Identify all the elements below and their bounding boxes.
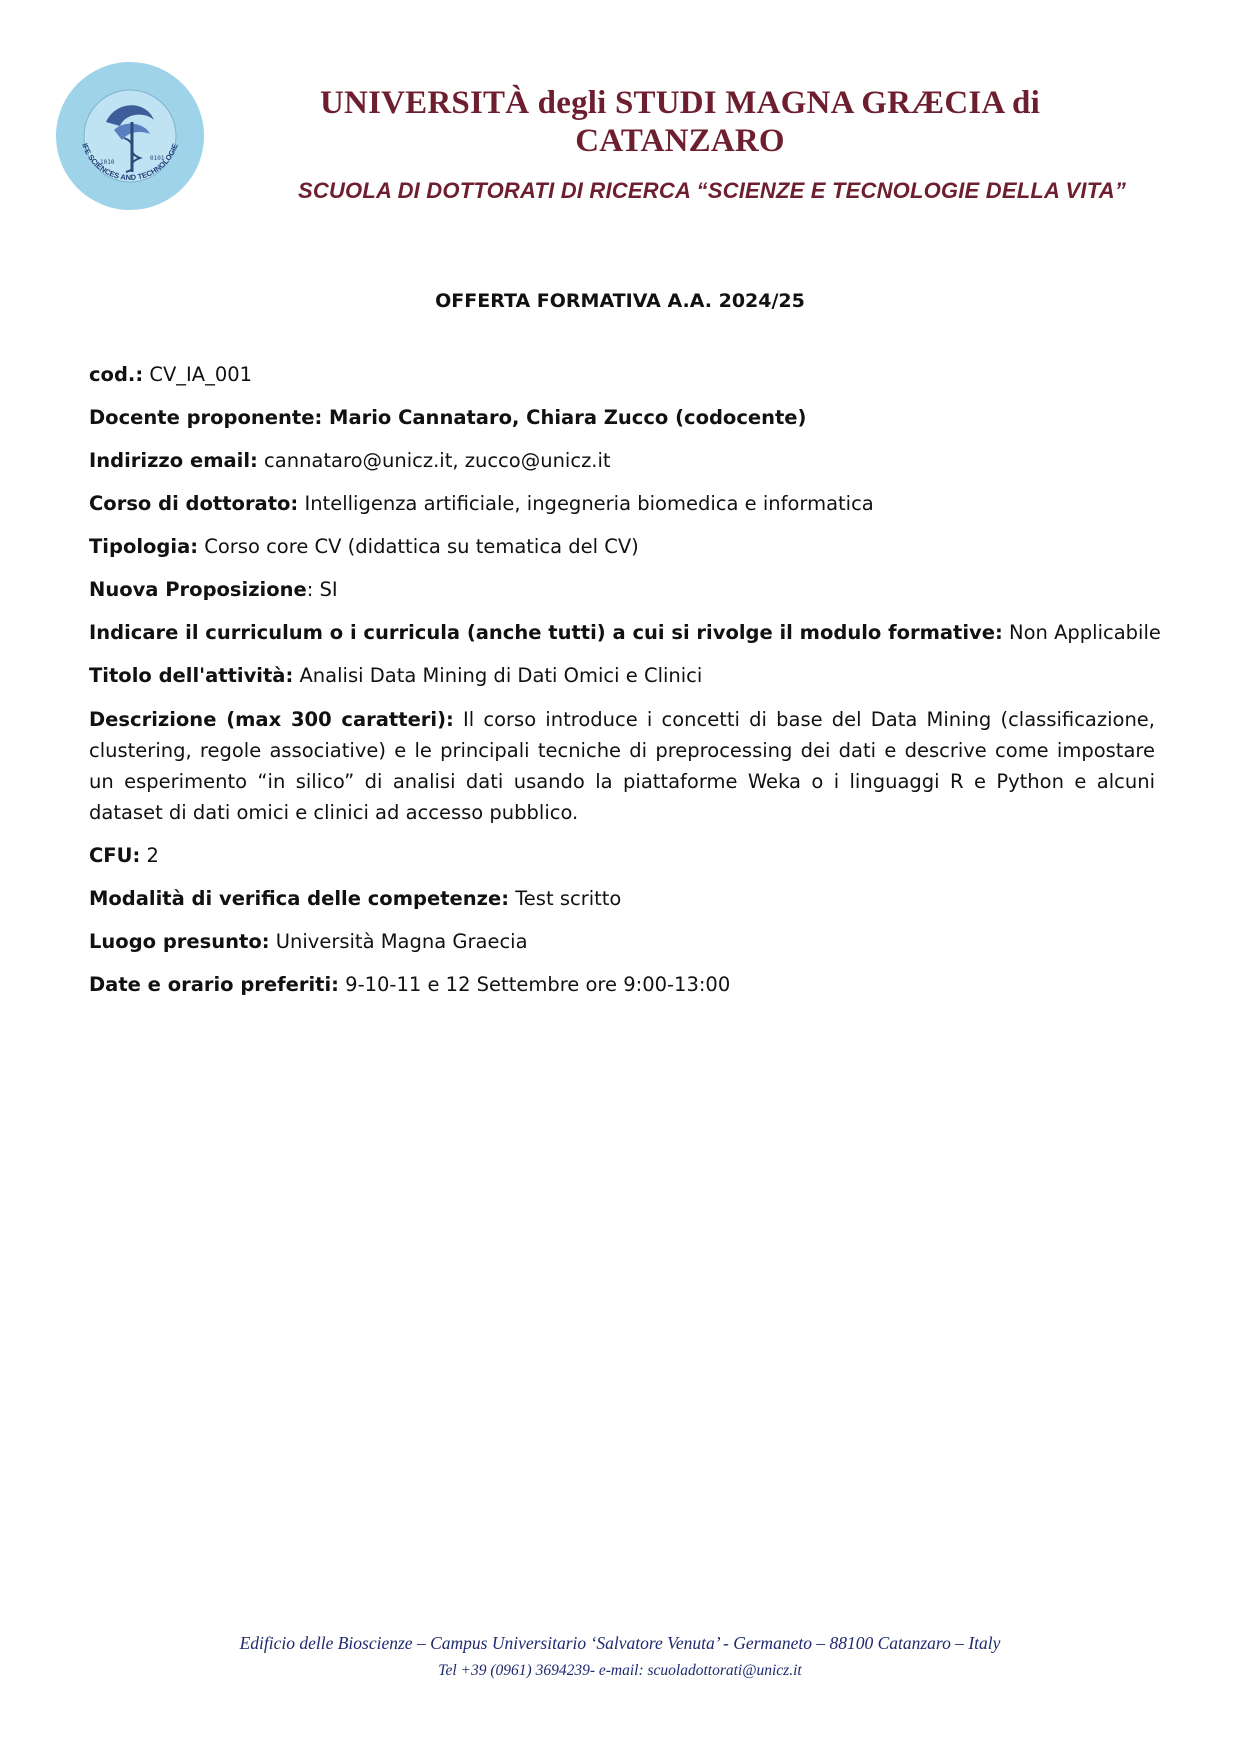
- field-tipologia: [89, 532, 1155, 562]
- logo-ring-top-text: [54, 60, 206, 63]
- footer-contact: Tel +39 (0961) 3694239- e-mail: scuoladottorati@unicz.it: [438, 1662, 802, 1679]
- field-value: cannataro@unicz.it, zucco@unicz.it: [257, 449, 611, 472]
- field-titolo: [89, 661, 1155, 691]
- field-label: Tipologia:: [89, 535, 199, 558]
- school-logo-icon: [54, 60, 206, 212]
- field-label: Descrizione (max 300 caratteri):: [89, 708, 454, 731]
- field-value: Non Applicabile: [1002, 621, 1161, 644]
- field-value: Test scritto: [509, 887, 622, 910]
- field-value: : SI: [306, 578, 338, 601]
- field-nuova-proposizione: [89, 575, 1155, 605]
- field-modalita: [89, 884, 1155, 914]
- field-value: 2: [140, 844, 159, 867]
- field-date: [89, 970, 1155, 1000]
- field-label: Titolo dell'attività:: [89, 664, 294, 687]
- footer-address: Edificio delle Bioscienze – Campus Universitario ‘Salvatore Venuta’ - Germaneto – 88100 Catanzaro – Italy: [239, 1633, 1001, 1653]
- field-descrizione: [89, 704, 1155, 828]
- field-value: Corso core CV (didattica su tematica del CV): [198, 535, 639, 558]
- field-label: Docente proponente: Mario Cannataro, Chiara Zucco (codocente): [89, 406, 807, 429]
- field-label: Nuova Proposizione: [89, 578, 307, 601]
- course-fields: [89, 360, 1161, 1013]
- university-title: UNIVERSITÀ degli STUDI MAGNA GRÆCIA di CATANZARO: [320, 85, 1040, 159]
- logo-ring-bottom-text: IFE SCIENCES AND TECHNOLOGIE: [80, 142, 180, 183]
- field-email: [89, 446, 1155, 476]
- field-corso: [89, 489, 1155, 519]
- svg-text:0101: 0101: [150, 155, 165, 162]
- field-label: Indirizzo email:: [89, 449, 258, 472]
- field-value: CV_IA_001: [143, 363, 253, 386]
- school-title: SCUOLA DI DOTTORATI DI RICERCA “SCIENZE E TECNOLOGIE DELLA VITA”: [298, 178, 1127, 203]
- field-curriculum: [89, 618, 1161, 648]
- svg-text:1010: 1010: [100, 159, 115, 166]
- field-value: Il corso introduce i concetti di base del Data Mining (classificazione, clustering, regole associative) e le principali tecniche di preprocessing dei dati e descrive come impostare un esperimento “in silico” di analisi dati usando la piattaforme Weka o i linguaggi R e Python e alcuni dataset di dati omici e clinici ad accesso pubblico.: [89, 708, 1156, 824]
- field-luogo: [89, 927, 1155, 957]
- field-cod: [89, 360, 1155, 390]
- field-label: Date e orario preferiti:: [89, 973, 339, 996]
- field-label: Corso di dottorato:: [89, 492, 299, 515]
- field-label: CFU:: [89, 844, 141, 867]
- field-value: 9-10-11 e 12 Settembre ore 9:00-13:00: [338, 973, 731, 996]
- field-value: Analisi Data Mining di Dati Omici e Clinici: [293, 664, 703, 687]
- field-label: cod.:: [89, 363, 144, 386]
- field-label: Luogo presunto:: [89, 930, 270, 953]
- field-label: Indicare il curriculum o i curricula (anche tutti) a cui si rivolge il modulo formative:: [89, 621, 1003, 644]
- field-value: Intelligenza artificiale, ingegneria biomedica e informatica: [298, 492, 874, 515]
- document-heading: OFFERTA FORMATIVA A.A. 2024/25: [435, 290, 805, 312]
- field-value: Università Magna Graecia: [269, 930, 528, 953]
- field-docente: [89, 403, 1155, 433]
- field-label: Modalità di verifica delle competenze:: [89, 887, 510, 910]
- field-cfu: [89, 841, 1155, 871]
